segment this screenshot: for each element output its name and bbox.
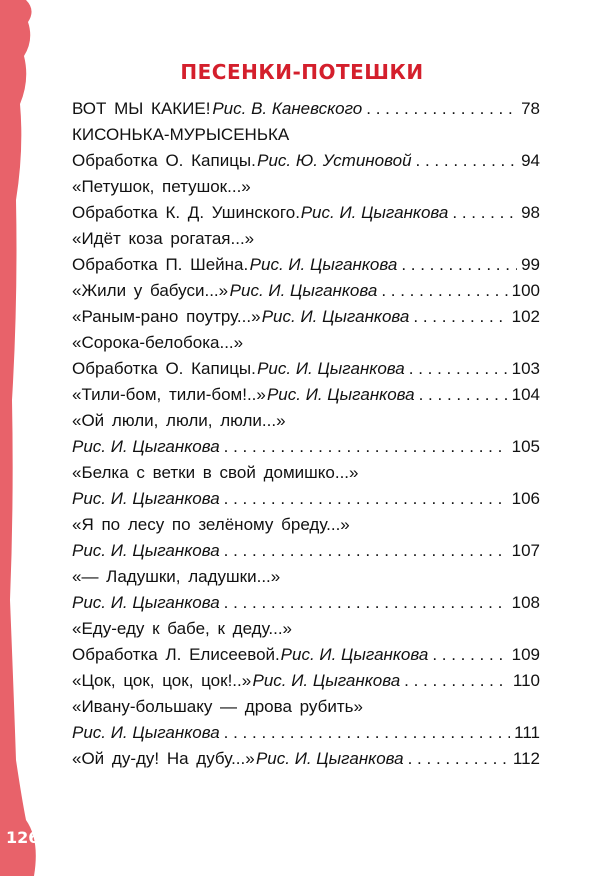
toc-entry-title-line [72,694,540,720]
toc-entry-illustrator: Рис. И. Цыганкова [252,671,401,690]
toc-entry-illustrator: Рис. И. Цыганкова [72,489,220,508]
toc-entry [72,564,540,616]
toc-entry-credit: Обработка О. Капицы. [72,359,256,378]
toc-entry-page-number: 112 [512,749,540,768]
toc-entry-illustrator: Рис. И. Цыганкова [300,203,449,222]
toc-entry-title: «Белка с ветки в свой домишко...» [72,463,359,482]
toc-entry-line [72,486,540,512]
toc-entry [72,278,540,304]
toc-entry-line [72,590,540,616]
toc-entry-line [72,96,540,122]
toc-entry-title: КИСОНЬКА-МУРЫСЕНЬКА [72,125,290,144]
dot-leader [401,252,517,278]
toc-entry-title-line [72,512,540,538]
toc-entry-illustrator: Рис. И. Цыганкова [229,281,378,300]
toc-entry [72,694,540,746]
toc-entry-title: «Я по лесу по зелёному бреду...» [72,515,350,534]
toc-entry-line [72,434,540,460]
toc-entry-illustrator: Рис. В. Каневского [212,99,363,118]
toc-entry-page-number: 98 [521,203,540,222]
toc-entry [72,174,540,226]
dot-leader [224,590,508,616]
toc-entry-illustrator: Рис. И. Цыганкова [72,437,220,456]
dot-leader [404,668,509,694]
toc-entry [72,304,540,330]
toc-entry-page-number: 99 [521,255,540,274]
toc-entry [72,330,540,382]
toc-entry-page-number: 102 [511,307,540,326]
toc-entry-line [72,642,540,668]
toc-entry-page-number: 107 [511,541,540,560]
toc-entry [72,616,540,668]
toc-entry-illustrator: Рис. И. Цыганкова [257,359,405,378]
toc-entry-illustrator: Рис. Ю. Устиновой [257,151,412,170]
toc-entry-line [72,304,540,330]
dot-leader [224,486,508,512]
toc-entry-line [72,720,540,746]
toc-entry-title: «— Ладушки, ладушки...» [72,567,281,586]
toc-entry [72,122,540,174]
toc-entry-illustrator: Рис. И. Цыганкова [266,385,415,404]
dot-leader [366,96,517,122]
dot-leader [224,434,508,460]
dot-leader [413,304,507,330]
toc-entry-title: «Идёт коза рогатая...» [72,229,255,248]
toc-entry-title-line [72,174,540,200]
scalloped-edge-graphic [0,0,40,876]
toc-entry [72,382,540,408]
dot-leader [224,720,511,746]
toc-entry-page-number: 109 [511,645,540,664]
toc-entry-illustrator: Рис. И. Цыганкова [249,255,398,274]
page-number: 126 [6,828,40,847]
toc-entry [72,746,540,772]
toc-entry-credit: Обработка К. Д. Ушинского. [72,203,300,222]
toc-entry [72,460,540,512]
dot-leader [416,148,518,174]
toc-entry-title: «Жили у бабуси...» [72,281,229,300]
dot-leader [432,642,507,668]
section-title: ПЕСЕНКИ-ПОТЕШКИ [180,60,424,84]
toc-entry-title: «Цок, цок, цок, цок!..» [72,671,252,690]
toc-entry-page-number: 94 [521,151,540,170]
toc-entry-credit: Обработка О. Капицы. [72,151,256,170]
toc-entry-title-line [72,226,540,252]
toc-entry-illustrator: Рис. И. Цыганкова [72,541,220,560]
toc-entry-title: ВОТ МЫ КАКИЕ! [72,99,211,118]
toc-entry-page-number: 100 [511,281,540,300]
toc-entry-credit: Обработка П. Шейна. [72,255,249,274]
toc-entry-line [72,668,540,694]
toc-entry-line [72,278,540,304]
toc-entry-title-line [72,122,540,148]
toc-entry-title-line [72,564,540,590]
toc-entry-title: «Ой люли, люли, люли...» [72,411,286,430]
dot-leader [224,538,508,564]
toc-entry-title: «Ой ду-ду! На дубу...» [72,749,255,768]
toc-entry-title-line [72,460,540,486]
dot-leader [408,746,509,772]
toc-entry-page-number: 108 [511,593,540,612]
toc-entry-title: «Сорока-белобока...» [72,333,244,352]
table-of-contents [72,96,540,772]
dot-leader [409,356,508,382]
toc-entry-page-number: 104 [511,385,540,404]
toc-entry [72,96,540,122]
toc-entry-illustrator: Рис. И. Цыганкова [255,749,404,768]
toc-entry-title-line [72,616,540,642]
toc-entry [72,226,540,278]
toc-entry-page-number: 78 [521,99,540,118]
decorative-page-edge [0,0,40,876]
toc-entry-page-number: 110 [512,671,540,690]
toc-entry-illustrator: Рис. И. Цыганкова [72,723,220,742]
toc-entry [72,668,540,694]
toc-entry-title: «Петушок, петушок...» [72,177,251,196]
toc-entry-title: «Раным-рано поутру...» [72,307,261,326]
toc-entry-illustrator: Рис. И. Цыганкова [261,307,410,326]
toc-entry-line [72,252,540,278]
toc-entry-line [72,148,540,174]
toc-entry-line [72,200,540,226]
toc-entry-page-number: 103 [511,359,540,378]
toc-entry-line [72,538,540,564]
toc-entry-page-number: 105 [511,437,540,456]
toc-entry-illustrator: Рис. И. Цыганкова [72,593,220,612]
dot-leader [452,200,517,226]
toc-entry [72,408,540,460]
toc-entry-credit: Обработка Л. Елисеевой. [72,645,280,664]
dot-leader [381,278,507,304]
toc-entry-title: «Еду-еду к бабе, к деду...» [72,619,293,638]
toc-entry-title: «Ивану-большаку — дрова рубить» [72,697,363,716]
toc-entry-title-line [72,408,540,434]
toc-entry-illustrator: Рис. И. Цыганкова [280,645,429,664]
dot-leader [419,382,508,408]
toc-entry-page-number: 106 [511,489,540,508]
toc-entry-title: «Тили-бом, тили-бом!..» [72,385,266,404]
toc-entry-line [72,746,540,772]
toc-entry-title-line [72,330,540,356]
toc-entry-line [72,382,540,408]
toc-entry [72,512,540,564]
toc-entry-page-number: 111 [514,723,540,742]
toc-entry-line [72,356,540,382]
